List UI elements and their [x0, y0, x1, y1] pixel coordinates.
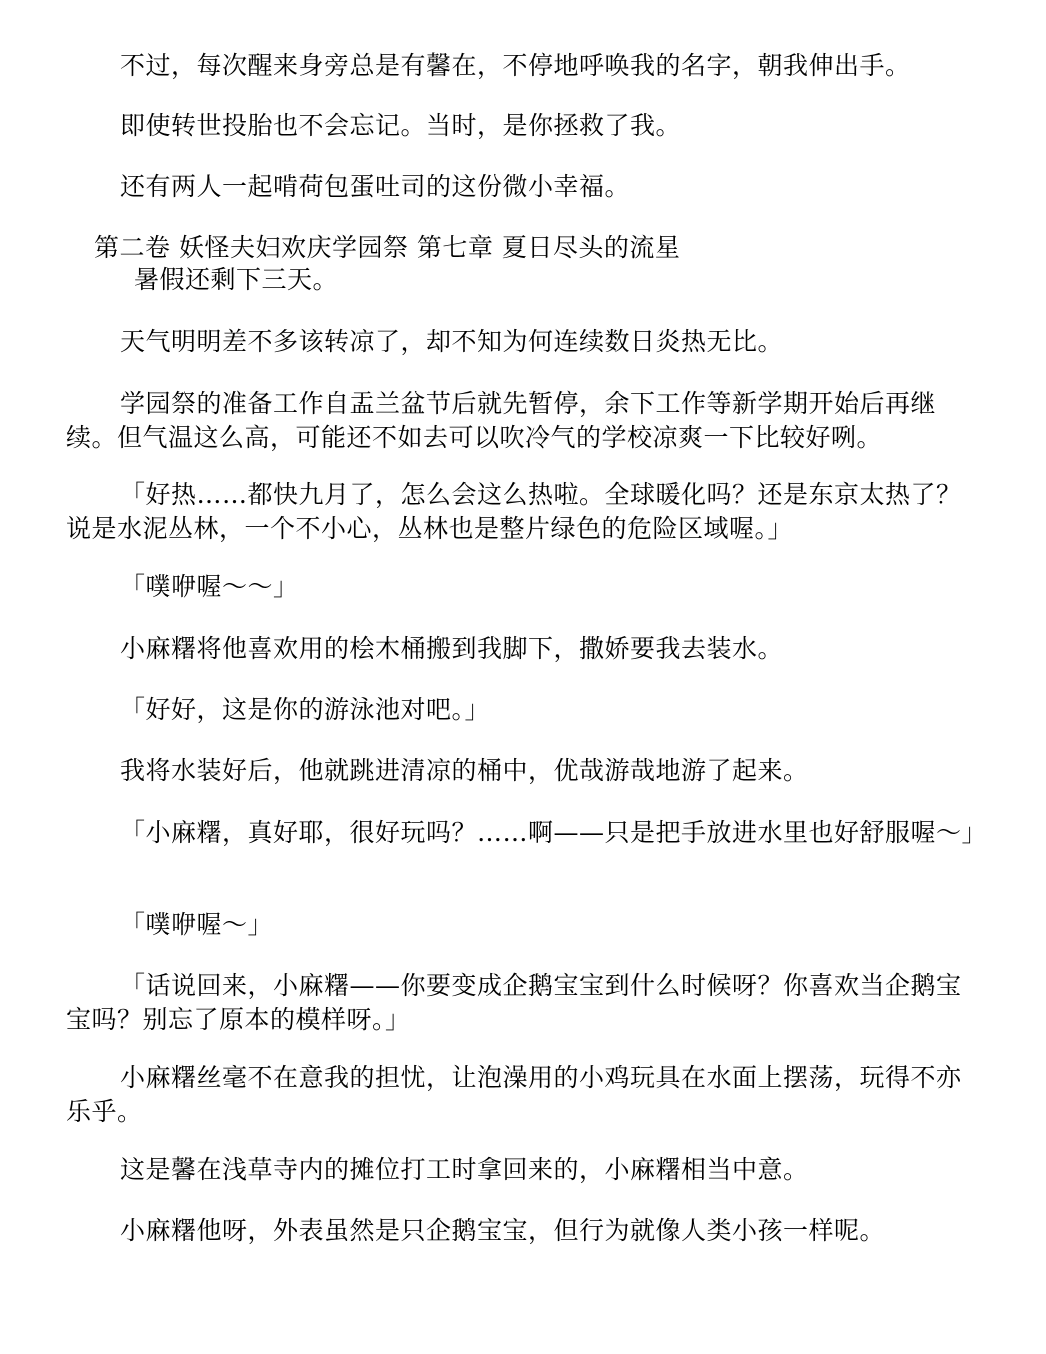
paragraph: 即使转世投胎也不会忘记。当时，是你拯救了我。: [120, 111, 682, 140]
paragraph: 还有两人一起啃荷包蛋吐司的这份微小幸福。: [120, 172, 631, 201]
chapter-heading: 第二卷 妖怪夫妇欢庆学园祭 第七章 夏日尽头的流星: [94, 233, 681, 262]
chapter-first-line: 暑假还剩下三天。: [134, 265, 339, 294]
paragraph: 「噗咿喔～」: [120, 910, 274, 939]
paragraph: 小麻糬将他喜欢用的桧木桶搬到我脚下，撒娇要我去装水。: [120, 634, 784, 663]
paragraph: 学园祭的准备工作自盂兰盆节后就先暂停，余下工作等新学期开始后再继续。但气温这么高，可能还不如去可以吹冷气的学校凉爽一下比较好咧。: [66, 389, 937, 452]
paragraph: 我将水装好后，他就跳进清凉的桶中，优哉游哉地游了起来。: [120, 756, 809, 785]
paragraph: 小麻糬他呀，外表虽然是只企鹅宝宝，但行为就像人类小孩一样呢。: [120, 1216, 886, 1245]
paragraph: 「话说回来，小麻糬——你要变成企鹅宝宝到什么时候呀？你喜欢当企鹅宝宝吗？别忘了原本的模样呀。」: [66, 971, 962, 1034]
paragraph: 天气明明差不多该转凉了，却不知为何连续数日炎热无比。: [120, 327, 784, 356]
paragraph: 「好热……都快九月了，怎么会这么热啦。全球暖化吗？还是东京太热了？说是水泥丛林，一个不小心，丛林也是整片绿色的危险区域喔。」: [66, 480, 962, 543]
paragraph: 「噗咿喔～～」: [120, 572, 299, 601]
paragraph: 不过，每次醒来身旁总是有馨在，不停地呼唤我的名字，朝我伸出手。: [120, 51, 911, 80]
paragraph: 「小麻糬，真好耶，很好玩吗？……啊——只是把手放进水里也好舒服喔～」: [120, 818, 988, 847]
paragraph: 「好好，这是你的游泳池对吧。」: [120, 695, 491, 724]
paragraph: 小麻糬丝毫不在意我的担忧，让泡澡用的小鸡玩具在水面上摆荡，玩得不亦乐乎。: [66, 1063, 962, 1126]
paragraph: 这是馨在浅草寺内的摊位打工时拿回来的，小麻糬相当中意。: [120, 1155, 809, 1184]
